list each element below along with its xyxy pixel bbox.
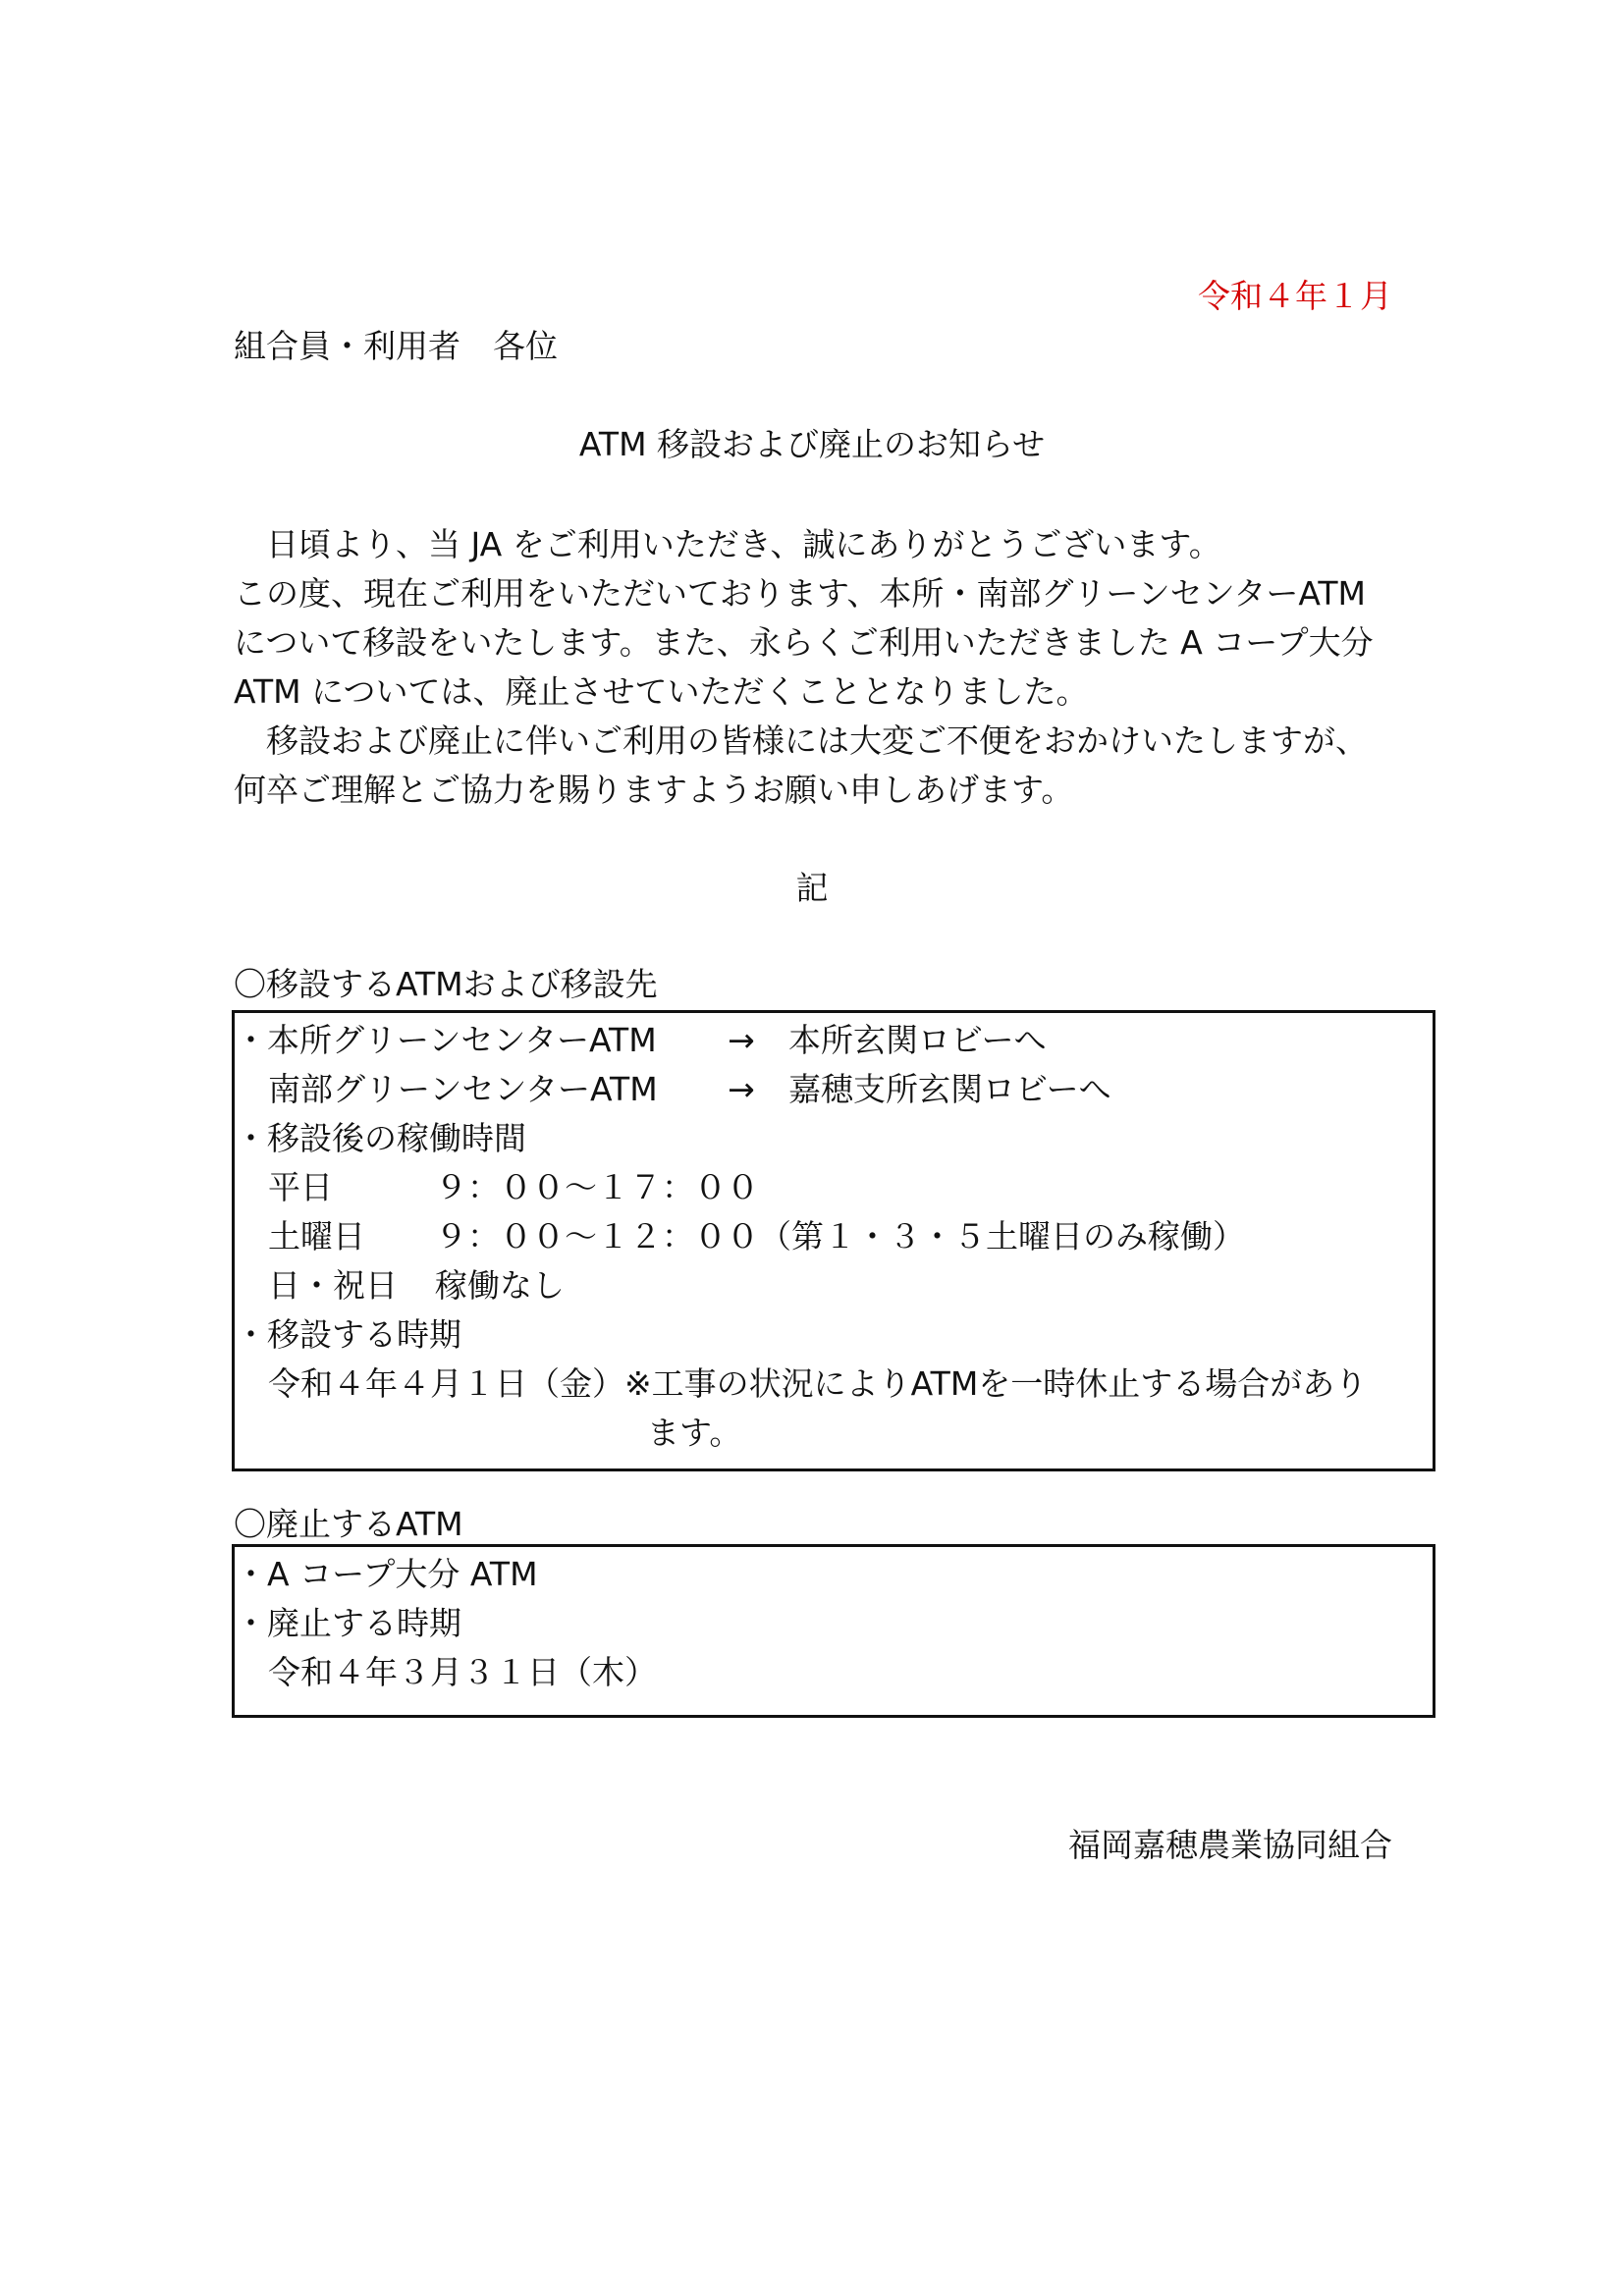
intro-line: ATM については、廃止させていただくこととなりました。 xyxy=(234,672,1089,711)
weekday-hours: ９：００～１７：００ xyxy=(435,1168,759,1206)
intro-line: 移設および廃止に伴いご利用の皆様には大変ご不便をおかけいたしますが、 xyxy=(234,721,1368,760)
notice-date: 令和４年１月 xyxy=(1198,277,1392,315)
relocation-box xyxy=(232,1010,1435,1471)
intro-line: この度、現在ご利用をいただいております、本所・南部グリーンセンターATM xyxy=(234,574,1367,613)
hours-holiday xyxy=(268,1261,565,1310)
timing-line-1: 令和４年４月１日（金）※工事の状況によりATMを一時休止する場合があり xyxy=(268,1364,1368,1403)
abolition-heading: 〇廃止するATM xyxy=(234,1505,463,1543)
page-title: ATM 移設および廃止のお知らせ xyxy=(578,425,1046,463)
hours-saturday xyxy=(268,1212,1245,1261)
saturday-hours: ９：００～１２：００（第１・３・５土曜日のみ稼働） xyxy=(435,1217,1245,1255)
abolition-box xyxy=(232,1544,1435,1718)
timing-heading: ・移設する時期 xyxy=(235,1315,461,1354)
intro-line: について移設をいたします。また、永らくご利用いただきました A コープ大分 xyxy=(234,623,1374,662)
hours-heading: ・移設後の稼働時間 xyxy=(235,1119,526,1157)
relocation-item-1-destination: 本所玄関ロビーへ xyxy=(788,1021,1047,1059)
arrow-icon: → xyxy=(728,1021,755,1059)
relocation-heading: 〇移設するATMおよび移設先 xyxy=(234,965,658,1003)
intro-line: 何卒ご理解とご協力を賜りますようお願い申しあげます。 xyxy=(234,771,1074,809)
abolition-timing: 令和４年３月３１日（木） xyxy=(268,1653,657,1691)
abolition-timing-heading: ・廃止する時期 xyxy=(235,1604,461,1642)
abolition-item: ・A コープ大分 ATM xyxy=(235,1555,538,1593)
relocation-item-2-destination: 嘉穂支所玄関ロビーへ xyxy=(788,1070,1111,1108)
saturday-label: 土曜日 xyxy=(268,1217,365,1255)
relocation-item-1-source: ・本所グリーンセンターATM xyxy=(235,1021,657,1059)
relocation-item-2-source: 南部グリーンセンターATM xyxy=(268,1070,658,1108)
holiday-hours: 稼働なし xyxy=(435,1266,565,1305)
ki-marker: 記 xyxy=(795,869,829,907)
holiday-label: 日・祝日 xyxy=(268,1266,398,1305)
intro-paragraph xyxy=(234,520,1402,815)
weekday-label: 平日 xyxy=(268,1168,333,1206)
signature: 福岡嘉穂農業協同組合 xyxy=(1068,1826,1392,1864)
relocation-item-2 xyxy=(268,1065,1111,1114)
hours-weekday xyxy=(268,1163,759,1212)
relocation-item-1 xyxy=(235,1016,1047,1065)
intro-line: 日頃より、当 JA をご利用いただき、誠にありがとうございます。 xyxy=(234,525,1221,563)
arrow-icon: → xyxy=(728,1070,755,1108)
addressee: 組合員・利用者 各位 xyxy=(234,327,558,365)
timing-line-2: ます。 xyxy=(647,1414,742,1452)
